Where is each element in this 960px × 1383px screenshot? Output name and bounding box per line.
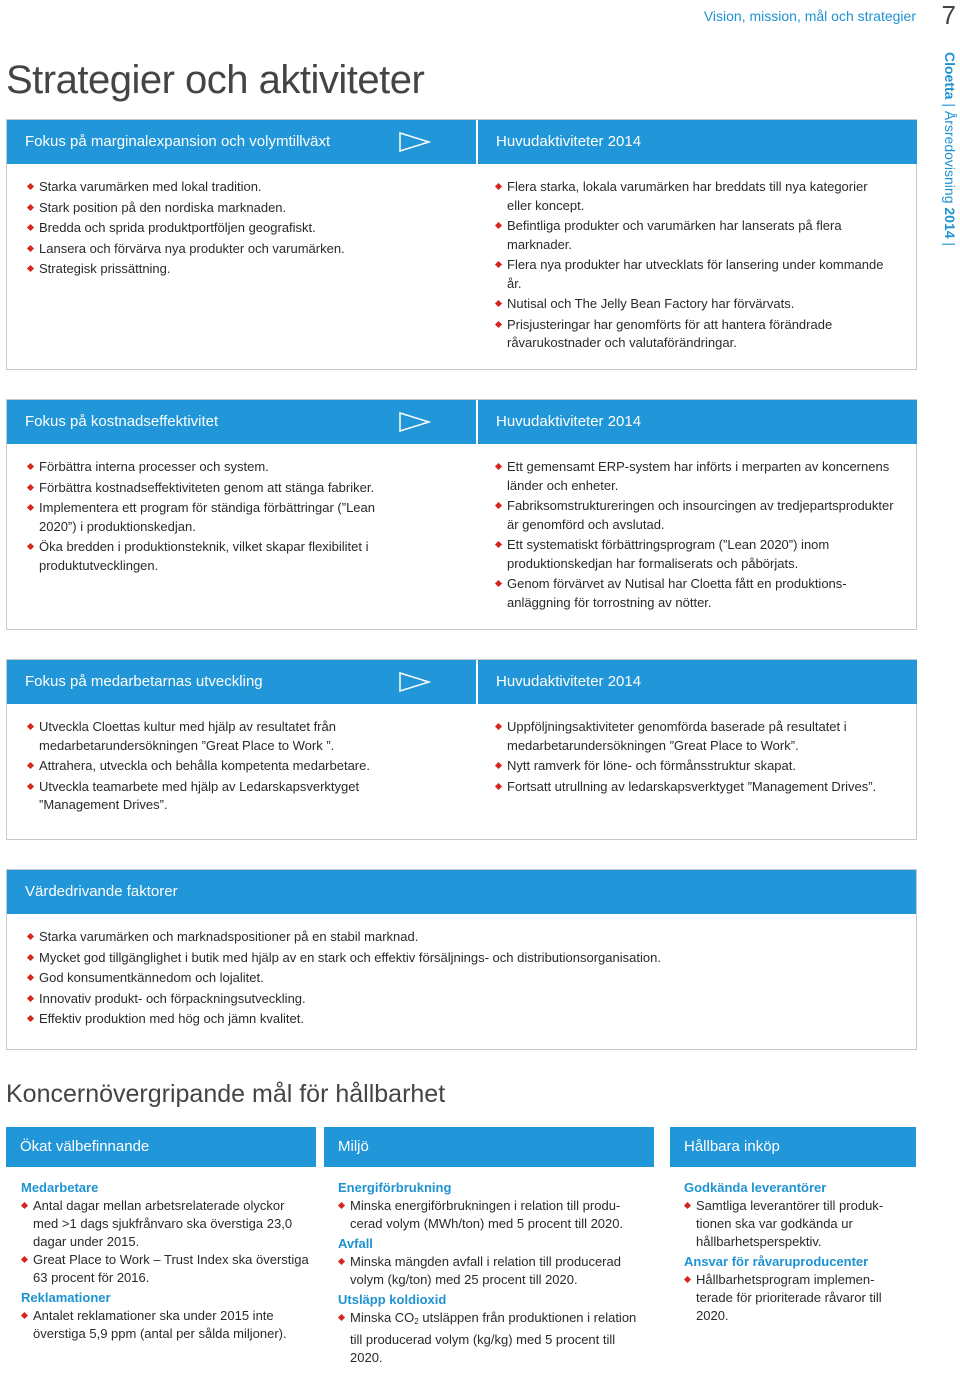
- list-item: Bredda och sprida produktportföljen geografiskt.: [27, 219, 447, 238]
- activities-list: [495, 718, 895, 798]
- focus-bar: Fokus på kostnadseffektivitet: [7, 400, 477, 444]
- list-item: Förbättra kostnadseffektiviteten genom att stänga fabriker.: [27, 479, 397, 498]
- list-item: Uppföljningsaktiviteter genomförda baserade på resultatet i medarbetarundersökningen ”Great Place to Work”.: [495, 718, 895, 755]
- page-number: 7: [941, 0, 956, 30]
- subheading: Reklamationer: [21, 1290, 111, 1305]
- list-item: Innovativ produkt- och förpackningsutveckling.: [27, 990, 887, 1009]
- section-header: Vision, mission, mål och strategier: [703, 8, 916, 24]
- list-item: Starka varumärken och marknadspositioner på en stabil marknad.: [27, 928, 887, 947]
- column-heading: Miljö: [324, 1127, 654, 1167]
- list-item: Nutisal och The Jelly Bean Factory har förvärvats.: [495, 295, 895, 314]
- list-item: Antal dagar mellan arbetsrelaterade olyckor med >1 dags sjukfrånvaro ska överstiga 23,0 dagar under 2015.: [21, 1197, 311, 1251]
- activities-bar: Huvudaktiviteter 2014: [478, 120, 917, 164]
- list-item: Fortsatt utrullning av ledarskapsverktyget ”Management Drives”.: [495, 778, 895, 797]
- value-drivers-list: [27, 928, 887, 1031]
- activities-list: [495, 178, 895, 355]
- focus-list: [27, 458, 397, 577]
- list-item: Hållbarhetsprogram implementerade för prioriterade råvaror till 2020.: [684, 1271, 906, 1325]
- list-item: Förbättra interna processer och system.: [27, 458, 397, 477]
- sustainability-title: Koncernövergripande mål för hållbarhet: [6, 1080, 446, 1108]
- subheading: Medarbetare: [21, 1180, 99, 1195]
- list-item: Ett systematiskt förbättringsprogram (”Lean 2020”) inom produktionskedjan har formaliserats och påbörjats.: [495, 536, 895, 573]
- strategy-box-margin: [6, 119, 917, 370]
- environment-column: [338, 1179, 648, 1369]
- list-item: Befintliga produkter och varumärken har lanserats på flera marknader.: [495, 217, 895, 254]
- list-item: Genom förvärvet av Nutisal har Cloetta fått en produktionsanläggning för torrostning av nötter.: [495, 575, 895, 612]
- activities-bar: Huvudaktiviteter 2014: [478, 400, 917, 444]
- wellbeing-column: [21, 1179, 311, 1345]
- list-item: Minska energiförbrukningen i relation till producerad volym (MWh/ton) med 5 procent till 2020.: [338, 1197, 648, 1233]
- value-drivers-box: [6, 869, 917, 1050]
- focus-list: [27, 718, 407, 817]
- column-heading: Ökat välbefinnande: [6, 1127, 316, 1167]
- list-item: Effektiv produktion med hög och jämn kvalitet.: [27, 1010, 887, 1029]
- focus-list: [27, 178, 447, 281]
- list-item: Starka varumärken med lokal tradition.: [27, 178, 447, 197]
- focus-bar: Fokus på marginalexpansion och volymtillväxt: [7, 120, 477, 164]
- list-item: Utveckla Cloettas kultur med hjälp av resultatet från medarbetarundersökningen ”Great Place to Work ”.: [27, 718, 407, 755]
- list-item: God konsumentkännedom och lojalitet.: [27, 969, 887, 988]
- list-item: Strategisk prissättning.: [27, 260, 447, 279]
- list-item: Minska $CO_2$ utsläppen från produktionen i relation till producerad volym (kg/kg) med 5 procent till 2020.: [338, 1309, 648, 1367]
- subheading: Godkända leverantörer: [684, 1180, 827, 1195]
- subheading: Energiförbrukning: [338, 1180, 452, 1195]
- list-item: Fabriksomstruktureringen och insourcingen av tredjepartsprodukter är genomförd och avslutad.: [495, 497, 895, 534]
- strategy-box-cost: [6, 399, 917, 630]
- triangle-arrow-icon: [399, 132, 431, 152]
- list-item: Nytt ramverk för löne- och förmånsstruktur skapat.: [495, 757, 895, 776]
- list-item: Ett gemensamt ERP-system har införts i merparten av koncernens länder och enheter.: [495, 458, 895, 495]
- list-item: Minska mängden avfall i relation till producerad volym (kg/ton) med 25 procent till 2020.: [338, 1253, 648, 1289]
- activities-bar: Huvudaktiviteter 2014: [478, 660, 917, 704]
- side-brand-label: Cloetta | Årsredovisning 2014 |: [942, 52, 958, 247]
- value-drivers-bar: Värdedrivande faktorer: [7, 870, 916, 914]
- list-item: Mycket god tillgänglighet i butik med hjälp av en stark och effektiv försäljnings- och distributionsorganisation.: [27, 949, 887, 968]
- list-item: Öka bredden i produktionsteknik, vilket skapar flexibilitet i produktutvecklingen.: [27, 538, 397, 575]
- list-item: Stark position på den nordiska marknaden.: [27, 199, 447, 218]
- list-item: Attrahera, utveckla och behålla kompetenta medarbetare.: [27, 757, 407, 776]
- triangle-arrow-icon: [399, 412, 431, 432]
- subheading: Ansvar för råvaruproducenter: [684, 1254, 869, 1269]
- list-item: Samtliga leverantörer till produktionen ska var godkända ur hållbarhetsperspektiv.: [684, 1197, 906, 1251]
- focus-bar: Fokus på medarbetarnas utveckling: [7, 660, 477, 704]
- subheading: Utsläpp koldioxid: [338, 1292, 447, 1307]
- strategy-box-people: [6, 659, 917, 840]
- activities-list: [495, 458, 895, 614]
- triangle-arrow-icon: [399, 672, 431, 692]
- column-heading: Hållbara inköp: [670, 1127, 916, 1167]
- procurement-column: [684, 1179, 906, 1327]
- list-item: Implementera ett program för ständiga förbättringar (”Lean 2020”) i produktionskedjan.: [27, 499, 397, 536]
- list-item: Utveckla teamarbete med hjälp av Ledarskapsverktyget ”Management Drives”.: [27, 778, 407, 815]
- list-item: Great Place to Work – Trust Index ska överstiga 63 procent för 2016.: [21, 1251, 311, 1287]
- list-item: Flera nya produkter har utvecklats för lansering under kommande år.: [495, 256, 895, 293]
- list-item: Antalet reklamationer ska under 2015 inte överstiga 5,9 ppm (antal per sålda miljoner).: [21, 1307, 311, 1343]
- list-item: Prisjusteringar har genomförts för att hantera förändrade råvarukostnader och valutaförändringar.: [495, 316, 895, 353]
- subheading: Avfall: [338, 1236, 373, 1251]
- list-item: Lansera och förvärva nya produkter och varumärken.: [27, 240, 447, 259]
- list-item: Flera starka, lokala varumärken har breddats till nya kategorier eller koncept.: [495, 178, 895, 215]
- page-title: Strategier och aktiviteter: [6, 58, 425, 102]
